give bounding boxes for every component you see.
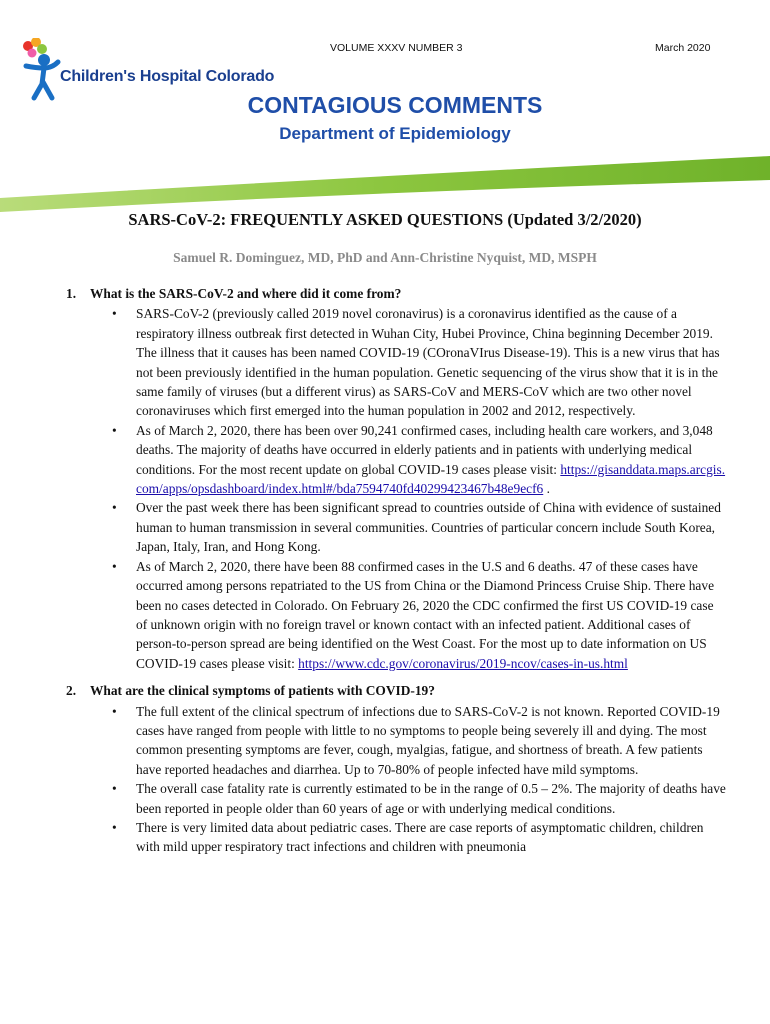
green-swoosh-decoration xyxy=(0,150,770,212)
authors: Samuel R. Dominguez, MD, PhD and Ann-Christine Nyquist, MD, MSPH xyxy=(173,250,597,265)
question-1 xyxy=(66,284,726,303)
answer-list-2 xyxy=(66,702,726,857)
department-subtitle: Department of Epidemiology xyxy=(279,124,511,143)
list-item: • The full extent of the clinical spectrum of infections due to SARS-CoV-2 is not known. Reported COVID-19 cases have ranged from people with little to no symptoms to people being severely ill and dying. The most common presenting symptoms are fever, cough, myalgias, fatigue, and shortness of breath. A few patients have reported headaches and diarrhea. Up to 70-80% of people infected have mild symptoms. xyxy=(112,702,726,780)
question-number: 1. xyxy=(66,286,77,301)
faq-content xyxy=(66,284,726,857)
list-item: • The overall case fatality rate is currently estimated to be in the range of 0.5 – 2%. The majority of deaths have been reported in people older than 60 years of age or with underlying medical conditions. xyxy=(112,779,726,818)
issue-date: March 2020 xyxy=(655,42,711,54)
logo-text: Children's Hospital Colorado xyxy=(60,68,275,85)
cdc-cases-link[interactable]: https://www.cdc.gov/coronavirus/2019-ncov/cases-in-us.html xyxy=(298,655,628,671)
document-title: SARS-CoV-2: FREQUENTLY ASKED QUESTIONS (Updated 3/2/2020) xyxy=(128,210,642,229)
question-text: What is the SARS-CoV-2 and where did it come from? xyxy=(90,286,402,301)
global-cases-link[interactable]: https://gisanddata.maps.arcgis.com/apps/opsdashboard/index.html#/bda7594740fd40299423467b48e9ecf6 xyxy=(136,461,726,497)
list-item: • As of March 2, 2020, there have been 88 confirmed cases in the U.S and 6 deaths. 47 of these cases have occurred among persons repatriated to the US from China or the Diamond Princess Cruise Ship. There have been no cases detected in Colorado. On February 26, 2020 the CDC confirmed the first US COVID-19 case of unknown origin with no foreign travel or known contact with an infected patient. Additional cases of person-to-person spread are being identified on the West Coast. For the most up to date information on US COVID-19 cases please visit: https://www.cdc.gov/coronavirus/2019-ncov/cases-in-us.html xyxy=(112,557,726,673)
volume-number: VOLUME XXXV NUMBER 3 xyxy=(330,42,463,54)
list-item: • As of March 2, 2020, there has been over 90,241 confirmed cases, including health care workers, and 3,048 deaths. The majority of deaths have occurred in elderly patients and in patients with underlying medical conditions. For the most recent update on global COVID-19 cases please visit: https://gisanddata.maps.arcgis.com/apps/opsdashboard/index.html#/bda7594740fd40299423467b48e9ecf6 . xyxy=(112,421,726,499)
question-number: 2. xyxy=(66,683,77,699)
list-item: • There is very limited data about pediatric cases. There are case reports of asymptomatic children, children with mild upper respiratory tract infections and children with pneumonia xyxy=(112,818,726,857)
question-text: What are the clinical symptoms of patients with COVID-19? xyxy=(90,683,435,699)
question-2 xyxy=(66,681,726,700)
newsletter-title: CONTAGIOUS COMMENTS xyxy=(247,92,543,118)
list-item: • Over the past week there has been significant spread to countries outside of China with evidence of sustained human to human transmission in several communities. Countries of particular concern include South Korea, Japan, Italy, Iran, and Hong Kong. xyxy=(112,498,726,556)
answer-list-1 xyxy=(66,304,726,673)
list-item: • SARS-CoV-2 (previously called 2019 novel coronavirus) is a coronavirus identified as the cause of a respiratory illness outbreak first detected in Wuhan City, Hubei Province, China beginning December 2019. The illness that it causes has been named COVID-19 (COronaVIrus Disease-19). This is a new virus that has not been previously identified in the human population. Genetic sequencing of the virus show that it is in the same family of viruses (but a different virus) as SARS-CoV and MERS-CoV which are two other novel coronaviruses which first emerged into the human population in 2002 and 2012, respectively. xyxy=(112,304,726,420)
